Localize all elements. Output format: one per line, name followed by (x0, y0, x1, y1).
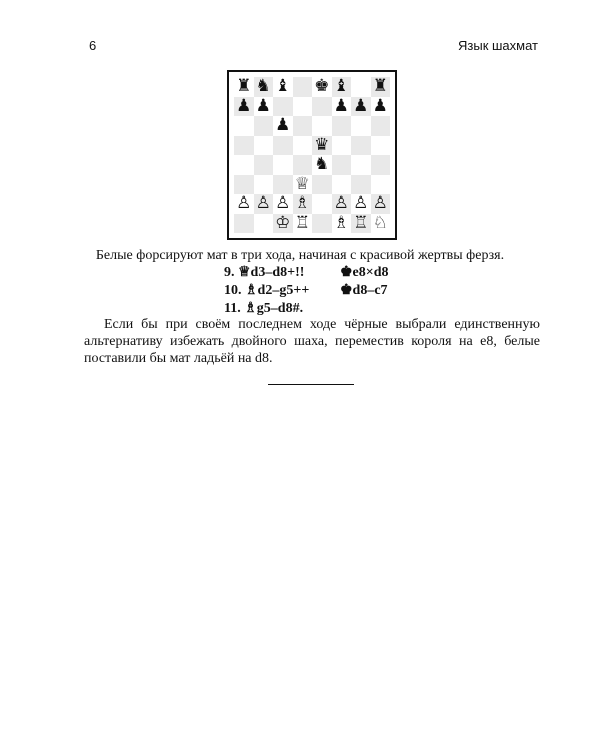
square-g6 (351, 116, 371, 136)
square-f2 (332, 194, 352, 214)
running-title: Язык шахмат (458, 38, 538, 53)
chess-piece: ♖ (353, 212, 369, 233)
square-f4 (332, 155, 352, 175)
square-d8 (293, 77, 313, 97)
paragraph-line: альтернативу избежать двойного шаха, переместив короля на e8, белые (84, 334, 540, 349)
chess-piece: ♙ (255, 193, 271, 214)
page-number: 6 (89, 38, 97, 53)
white-move: 11. ♗g5–d8#. (224, 301, 304, 316)
diagram-caption: Белые форсируют мат в три хода, начиная с красивой жертвы ферзя. (95, 248, 505, 263)
square-h6 (371, 116, 391, 136)
square-f8 (332, 77, 352, 97)
square-g7 (351, 97, 371, 117)
chess-piece: ♔ (275, 212, 291, 233)
chess-piece: ♕ (294, 173, 310, 194)
chess-piece: ♟ (275, 115, 291, 136)
chess-piece: ♙ (333, 193, 349, 214)
square-d3 (293, 175, 313, 195)
square-c1 (273, 214, 293, 234)
body-paragraph (84, 316, 540, 367)
chess-piece: ♜ (236, 76, 252, 97)
chess-piece: ♙ (353, 193, 369, 214)
square-a2 (234, 194, 254, 214)
square-h7 (371, 97, 391, 117)
square-f3 (332, 175, 352, 195)
paragraph-line: Если бы при своём последнем ходе чёрные выбрали единственную (104, 317, 540, 332)
square-e8 (312, 77, 332, 97)
square-c5 (273, 136, 293, 156)
square-d7 (293, 97, 313, 117)
square-d4 (293, 155, 313, 175)
square-c7 (273, 97, 293, 117)
square-b5 (254, 136, 274, 156)
chess-piece: ♚ (314, 76, 330, 97)
square-e2 (312, 194, 332, 214)
square-c4 (273, 155, 293, 175)
square-b2 (254, 194, 274, 214)
chess-piece: ♖ (294, 212, 310, 233)
square-b6 (254, 116, 274, 136)
square-a7 (234, 97, 254, 117)
square-g2 (351, 194, 371, 214)
square-e5 (312, 136, 332, 156)
square-g4 (351, 155, 371, 175)
square-h1 (371, 214, 391, 234)
square-c3 (273, 175, 293, 195)
chess-piece: ♗ (333, 212, 349, 233)
square-g3 (351, 175, 371, 195)
chess-piece: ♛ (314, 134, 330, 155)
square-g1 (351, 214, 371, 234)
section-divider (268, 384, 354, 385)
square-b3 (254, 175, 274, 195)
chess-piece: ♗ (294, 193, 310, 214)
square-g5 (351, 136, 371, 156)
square-d1 (293, 214, 313, 234)
chess-piece: ♙ (372, 193, 388, 214)
chess-piece: ♞ (255, 76, 271, 97)
chess-diagram (227, 70, 397, 240)
square-e3 (312, 175, 332, 195)
chess-piece: ♞ (314, 154, 330, 175)
square-b4 (254, 155, 274, 175)
square-e4 (312, 155, 332, 175)
square-b8 (254, 77, 274, 97)
paragraph-line: поставили бы мат ладьёй на d8. (84, 351, 273, 366)
square-f7 (332, 97, 352, 117)
chess-piece: ♙ (236, 193, 252, 214)
chess-piece: ♟ (333, 95, 349, 116)
square-e1 (312, 214, 332, 234)
square-b7 (254, 97, 274, 117)
move-row (224, 264, 389, 282)
square-d6 (293, 116, 313, 136)
square-f1 (332, 214, 352, 234)
square-e7 (312, 97, 332, 117)
chess-piece: ♝ (275, 76, 291, 97)
black-move: ♚d8–c7 (340, 283, 388, 298)
square-h2 (371, 194, 391, 214)
square-b1 (254, 214, 274, 234)
chess-piece: ♜ (372, 76, 388, 97)
square-a5 (234, 136, 254, 156)
black-move: ♚e8×d8 (340, 265, 389, 280)
square-g8 (351, 77, 371, 97)
chess-piece: ♟ (353, 95, 369, 116)
square-a6 (234, 116, 254, 136)
square-a8 (234, 77, 254, 97)
square-d2 (293, 194, 313, 214)
chess-board (234, 77, 390, 233)
white-move: 10. ♗d2–g5++ (224, 283, 310, 298)
chess-piece: ♟ (236, 95, 252, 116)
square-a1 (234, 214, 254, 234)
square-a3 (234, 175, 254, 195)
square-h3 (371, 175, 391, 195)
square-h8 (371, 77, 391, 97)
square-d5 (293, 136, 313, 156)
square-c2 (273, 194, 293, 214)
square-c6 (273, 116, 293, 136)
square-f5 (332, 136, 352, 156)
square-h5 (371, 136, 391, 156)
square-e6 (312, 116, 332, 136)
square-a4 (234, 155, 254, 175)
move-row (224, 282, 389, 300)
chess-piece: ♙ (275, 193, 291, 214)
white-move: 9. ♕d3–d8+!! (224, 265, 305, 280)
chess-piece: ♘ (372, 212, 388, 233)
square-c8 (273, 77, 293, 97)
move-list (224, 264, 389, 318)
square-h4 (371, 155, 391, 175)
chess-piece: ♝ (333, 76, 349, 97)
chess-piece: ♟ (255, 95, 271, 116)
chess-piece: ♟ (372, 95, 388, 116)
square-f6 (332, 116, 352, 136)
